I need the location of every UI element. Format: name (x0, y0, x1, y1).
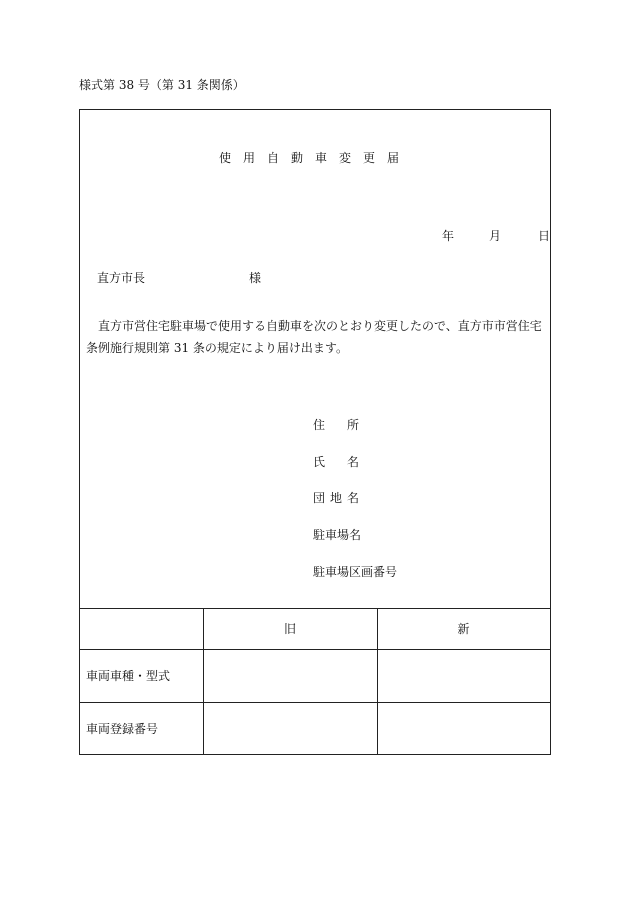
vehicle-change-table (80, 608, 550, 754)
date-month-label: 月 (489, 229, 502, 243)
table-divider (377, 609, 378, 755)
header-new: 新 (457, 622, 470, 636)
parking-lot-number-label: 駐車場区画番号 (313, 565, 398, 579)
table-divider (203, 609, 204, 755)
header-old: 旧 (283, 622, 296, 636)
date-year-label: 年 (442, 229, 455, 243)
form-number: 様式第 38 号（第 31 条関係） (79, 78, 245, 92)
row-label-vehicle-type: 車両車種・型式 (86, 669, 171, 683)
form-title: 使用自動車変更届 (218, 151, 411, 165)
row-label-registration-number: 車両登録番号 (86, 722, 159, 736)
body-text: 直方市営住宅駐車場で使用する自動車を次のとおり変更したので、直方市市営住宅条例施行規則第 31 条の規定により届け出ます。 (86, 319, 542, 355)
addressee: 直方市長 (97, 271, 146, 285)
parking-name-label: 駐車場名 (313, 528, 362, 542)
form-frame (79, 109, 551, 755)
address-label: 住所 (313, 418, 382, 432)
date-day-label: 日 (538, 229, 551, 243)
table-header-row (80, 609, 550, 650)
honorific: 様 (249, 271, 262, 285)
name-label: 氏名 (313, 455, 382, 469)
table-row (80, 703, 550, 755)
table-row (80, 650, 550, 703)
complex-name-label: 団地名 (313, 491, 365, 505)
